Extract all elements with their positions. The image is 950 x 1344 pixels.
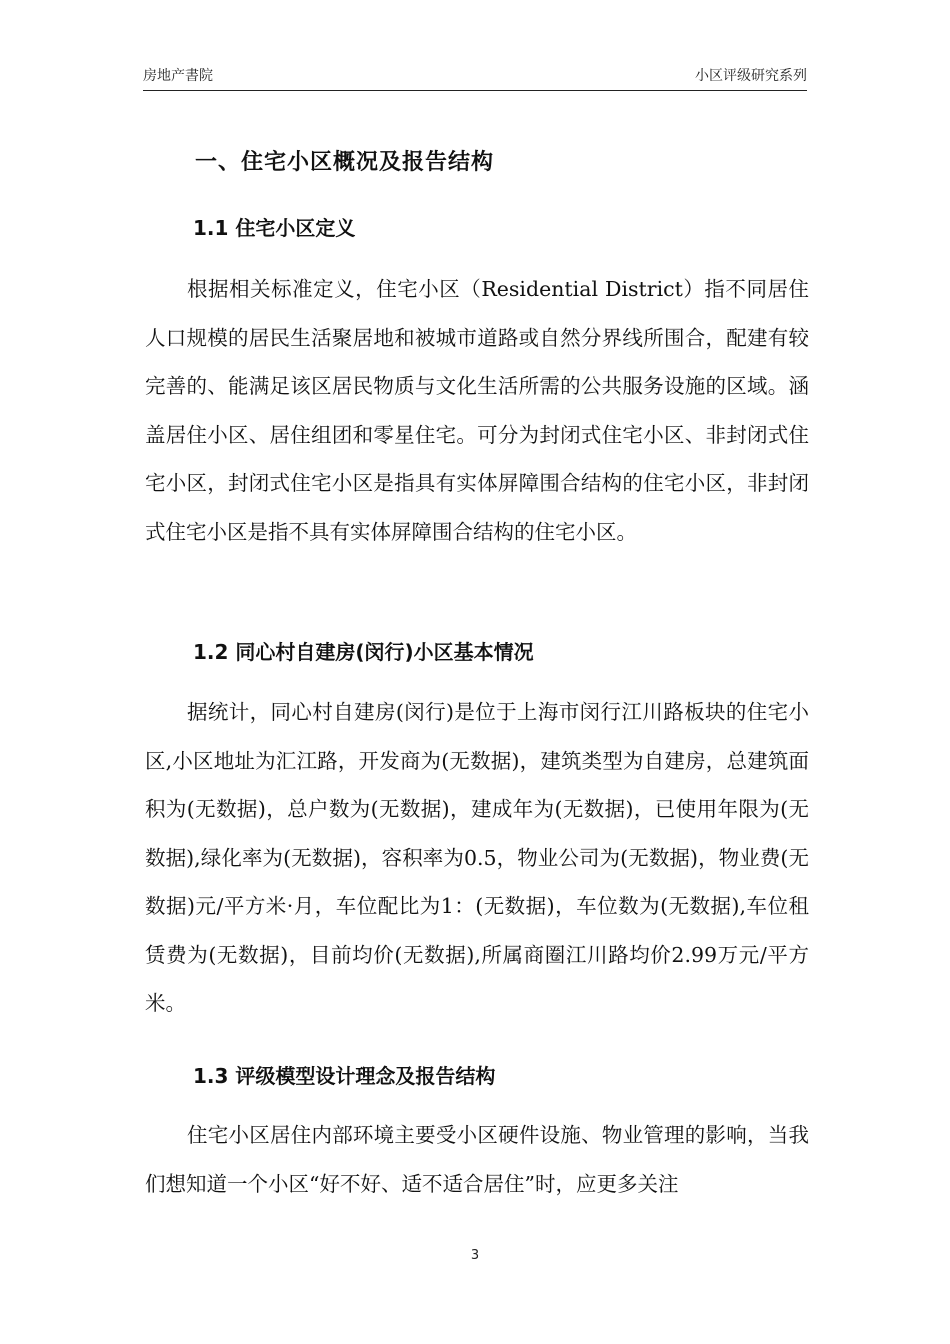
page-header: [143, 64, 807, 91]
subsection-heading-1-2: 1.2 同心村自建房(闵行)小区基本情况: [193, 640, 534, 664]
subsection-heading-1-1: 1.1 住宅小区定义: [193, 216, 356, 240]
paragraph-definition: 根据相关标准定义，住宅小区（Residential District）指不同居住人口规模的居民生活聚居地和被城市道路或自然分界线所围合，配建有较完善的、能满足该区居民物质与文化生活所需的公共服务设施的区域。涵盖居住小区、居住组团和零星住宅。可分为封闭式住宅小区、非封闭式住宅小区，封闭式住宅小区是指具有实体屏障围合结构的住宅小区，非封闭式住宅小区是指不具有实体屏障围合结构的住宅小区。: [145, 277, 809, 544]
subsection-heading-1-3: 1.3 评级模型设计理念及报告结构: [193, 1064, 496, 1088]
page-number: 3: [470, 1248, 480, 1263]
paragraph-model-design: 住宅小区居住内部环境主要受小区硬件设施、物业管理的影响，当我们想知道一个小区“好不好、适不适合居住”时，应更多关注: [145, 1123, 809, 1196]
section-heading: 一、住宅小区概况及报告结构: [195, 150, 495, 175]
paragraph-basic-info: 据统计，同心村自建房(闵行)是位于上海市闵行江川路板块的住宅小区,小区地址为汇江路，开发商为(无数据)，建筑类型为自建房，总建筑面积为(无数据)，总户数为(无数据)，建成年为(无数据)，已使用年限为(无数据),绿化率为(无数据)，容积率为0.5，物业公司为(无数据)，物业费(无数据)元/平方米·月，车位配比为1：(无数据)，车位数为(无数据),车位租赁费为(无数据)，目前均价(无数据),所属商圈江川路均价2.99万元/平方米。: [145, 700, 809, 1015]
header-series-title: 小区评级研究系列: [695, 68, 807, 84]
header-publisher: 房地产書院: [143, 68, 213, 84]
